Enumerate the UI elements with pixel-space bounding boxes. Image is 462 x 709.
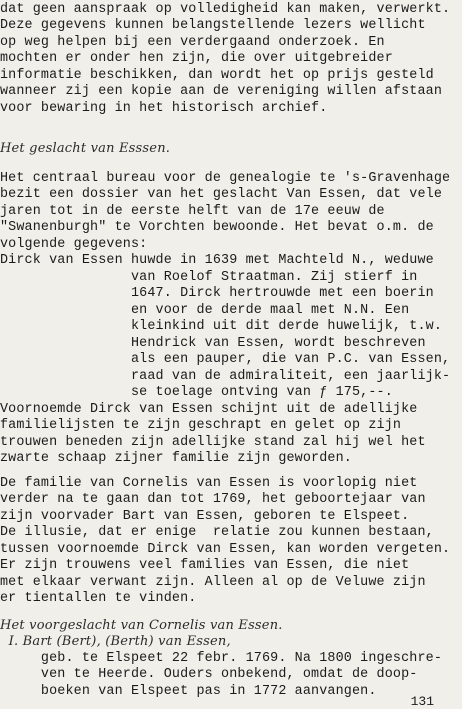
section-heading: Het voorgeslacht van Cornelis van Essen. — [0, 618, 283, 633]
text-line: trouwen beneden zijn adellijke stand zal hij wel het — [0, 435, 426, 450]
text-line: met elkaar verwant zijn. Alleen al op de Veluwe zijn — [0, 575, 426, 590]
text-line: er tientallen te vinden. — [0, 591, 197, 606]
text-line: Dirck van Essen huwde in 1639 met Machteld N., weduwe — [0, 253, 434, 268]
text-line: se toelage ontving van ƒ 175,--. — [0, 385, 393, 400]
text-line: raad van de admiraliteit, een jaarlijk- — [0, 369, 451, 384]
text-line: Deze gegevens kunnen belangstellende lezers wellicht — [0, 18, 426, 33]
text-line: Voornoemde Dirck van Essen schijnt uit de adellijke — [0, 402, 418, 417]
text-line: "Swanenburgh" te Vorchten bewoonde. Het bevat o.m. de — [0, 220, 434, 235]
text-line: op weg helpen bij een verdergaand onderzoek. En — [0, 35, 385, 50]
section-heading: Het geslacht van Esssen. — [0, 141, 171, 156]
text-line: jaren tot in de eerste helft van de 17e eeuw de — [0, 204, 385, 219]
text-line: kleinkind uit dit derde huwelijk, t.w. — [0, 319, 443, 334]
text-line: tussen voornoemde Dirck van Essen, kan worden vergeten. — [0, 542, 451, 557]
text-line: verder na te gaan dan tot 1769, het geboortejaar van — [0, 492, 426, 507]
text-line: familielijsten te zijn geschrapt en gelet op zijn — [0, 418, 402, 433]
text-line: van Roelof Straatman. Zij stierf in — [0, 270, 418, 285]
text-line: De illusie, dat er enige relatie zou kunnen bestaan, — [0, 525, 434, 540]
text-line: zijn voorvader Bart van Essen, geboren te Elspeet. — [0, 509, 410, 524]
text-line: volgende gegevens: — [0, 237, 148, 252]
text-line: ven te Heerde. Ouders onbekend, omdat de doop- — [0, 667, 418, 682]
text-line: bezit een dossier van het geslacht Van Essen, dat vele — [0, 187, 443, 202]
text-line: Het centraal bureau voor de genealogie te 's-Gravenhage — [0, 171, 451, 186]
text-line: zwarte schaap zijner familie zijn geworden. — [0, 451, 352, 466]
text-line: mochten er onder hen zijn, die over uitgebreider — [0, 51, 393, 66]
text-line: 1647. Dirck hertrouwde met een boerin — [0, 286, 434, 301]
text-line: Hendrick van Essen, wordt beschreven — [0, 336, 426, 351]
text-line: boeken van Elspeet pas in 1772 aanvangen. — [0, 684, 377, 699]
text-line: Er zijn trouwens veel families van Essen, die niet — [0, 558, 410, 573]
text-line: informatie beschikken, dan wordt het op prijs gesteld — [0, 68, 434, 83]
genealogy-entry-heading: I. Bart (Bert), (Berth) van Essen, — [0, 634, 231, 649]
text-line: geb. te Elspeet 22 febr. 1769. Na 1800 ingeschre- — [0, 651, 443, 666]
text-line: wanneer zij een kopie aan de vereniging willen afstaan — [0, 84, 443, 99]
text-line: dat geen aanspraak op volledigheid kan maken, verwerkt. — [0, 2, 451, 17]
page-number: 131 — [410, 694, 434, 709]
text-line: voor bewaring in het historisch archief. — [0, 101, 328, 116]
text-line: als een pauper, die van P.C. van Essen, — [0, 352, 451, 367]
text-line: en voor de derde maal met N.N. Een — [0, 303, 410, 318]
text-line: De familie van Cornelis van Essen is voorlopig niet — [0, 476, 418, 491]
